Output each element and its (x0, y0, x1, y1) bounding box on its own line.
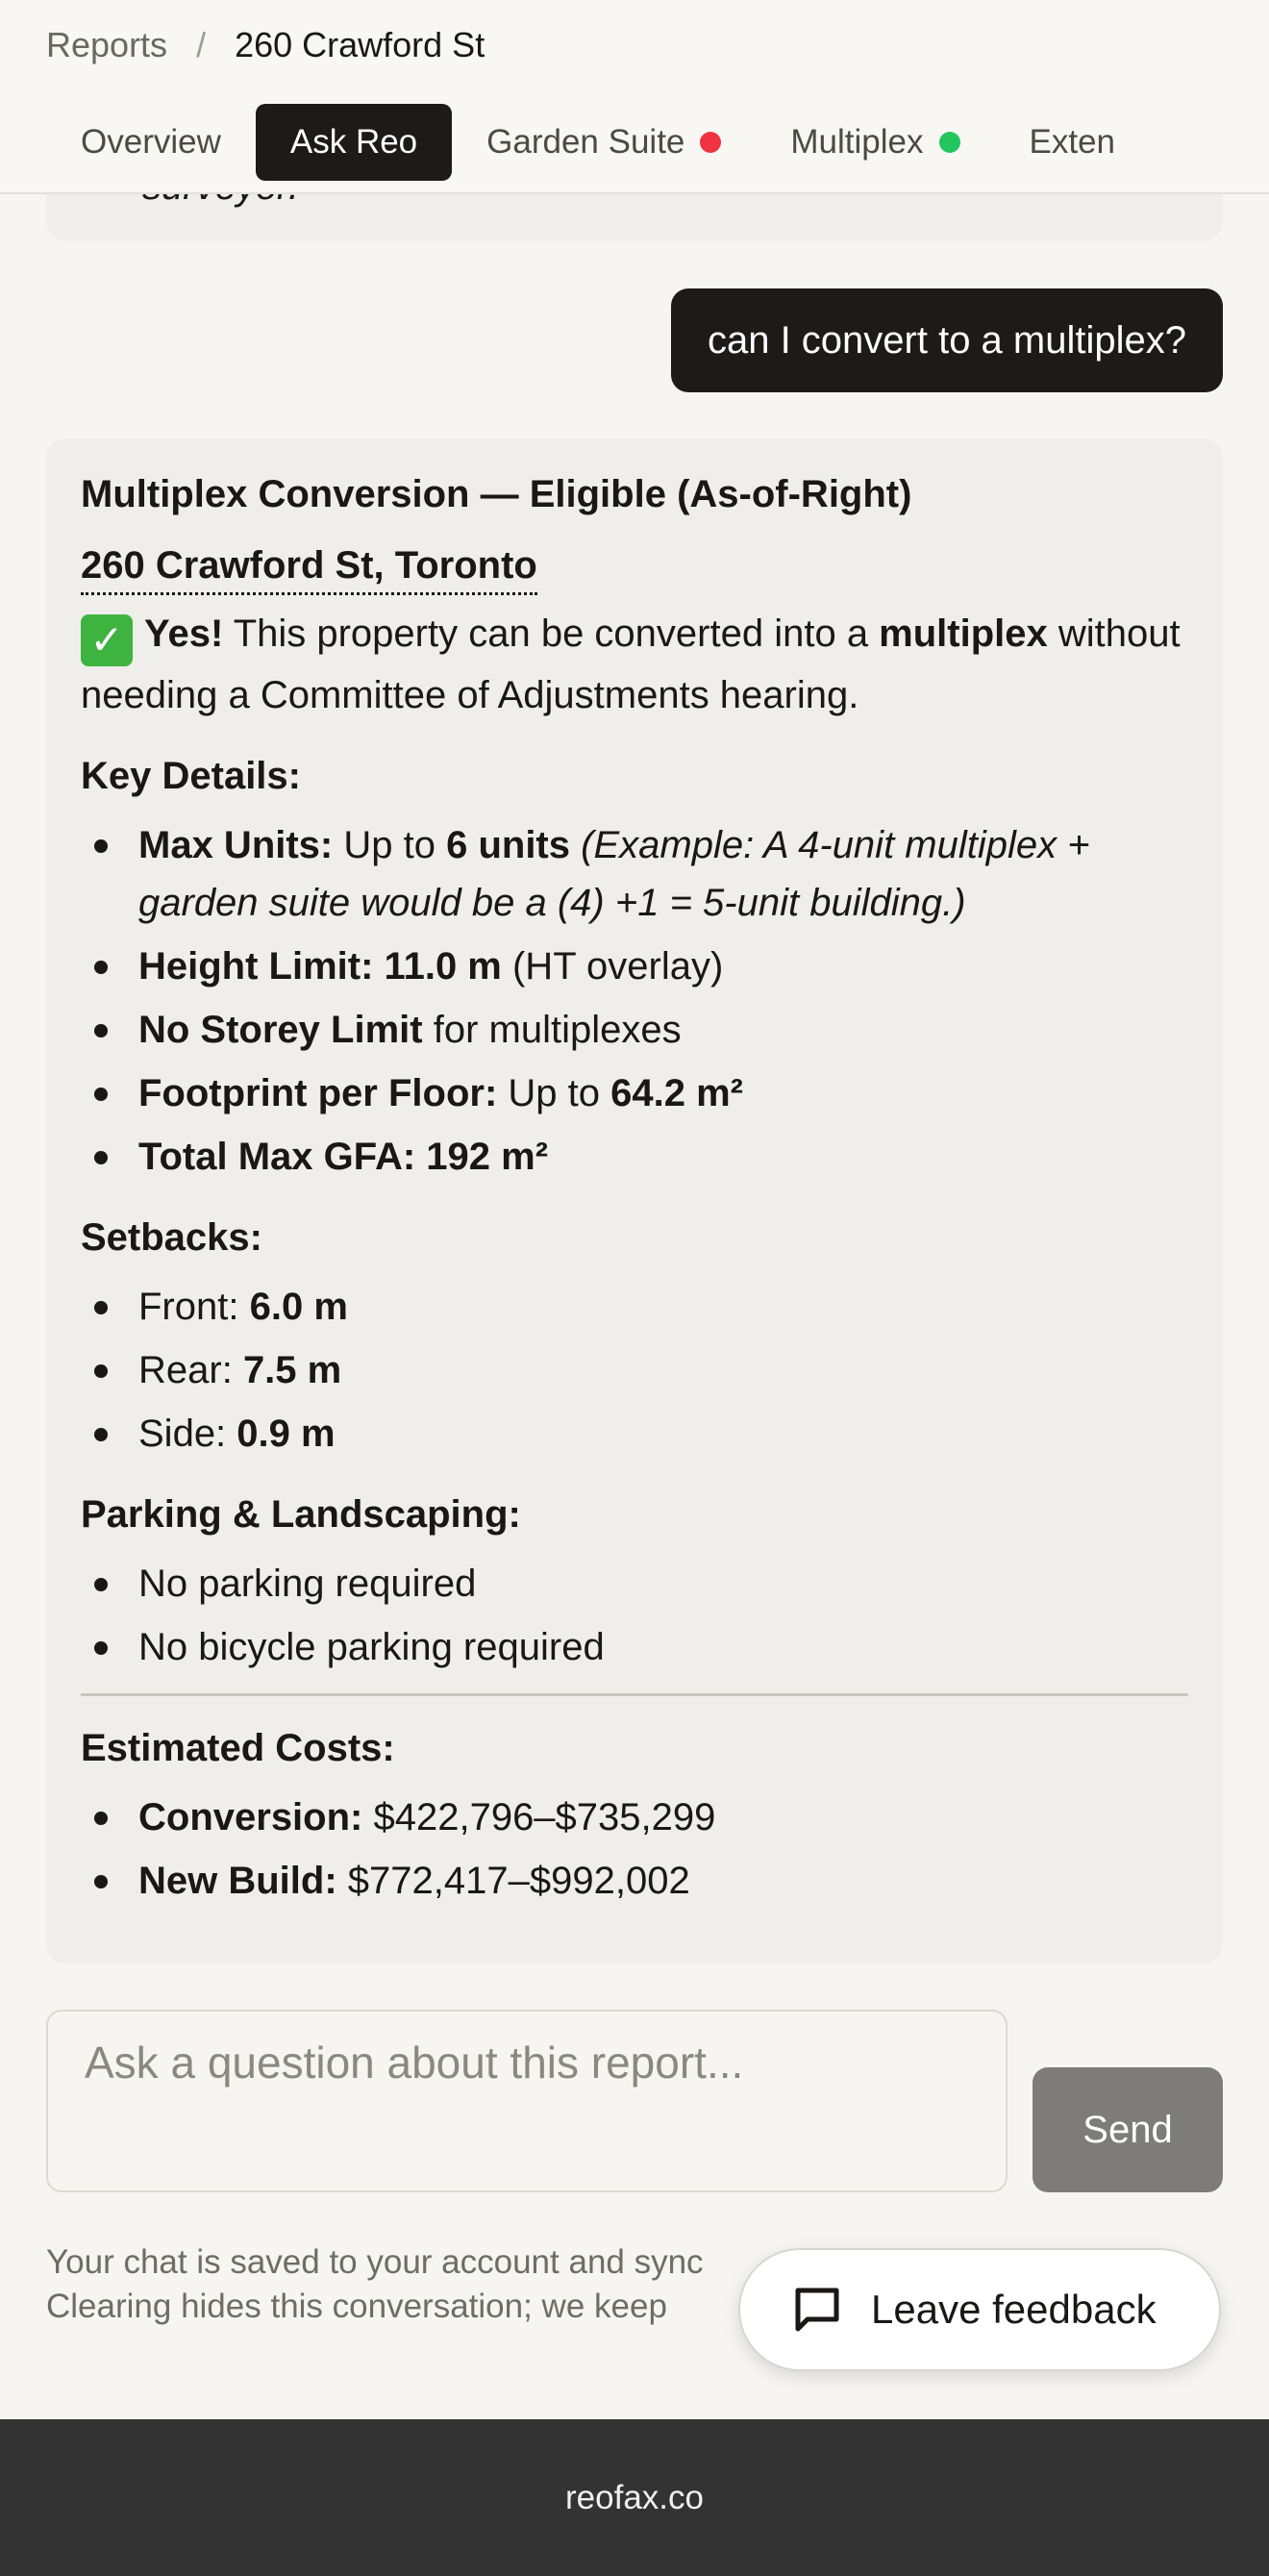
notice-line: Clearing hides this conversation; we keep (46, 2288, 667, 2325)
list-item (81, 1341, 1188, 1399)
intro-bold: multiplex (879, 613, 1048, 655)
item-label: Footprint per Floor: (138, 1072, 498, 1114)
tab-garden-suite[interactable] (452, 104, 756, 181)
item-example: (Example: A 4-unit multiplex + garden suite would be a (4) +1 = 5-unit building.) (138, 824, 1090, 924)
tab-label: Overview (81, 123, 221, 161)
tab-multiplex[interactable] (756, 104, 994, 181)
answer-title: Multiplex Conversion — Eligible (As-of-Right) (81, 473, 912, 515)
top-header (0, 0, 1269, 194)
item-text: for multiplexes (422, 1009, 682, 1051)
section-divider (81, 1693, 1188, 1696)
status-dot-red (700, 132, 721, 153)
user-message-bubble: can I convert to a multiplex? (671, 288, 1223, 392)
item-value: 11.0 m (384, 945, 502, 988)
list-item (81, 1278, 1188, 1336)
tab-label: Exten (1029, 123, 1116, 161)
list-item (81, 938, 1188, 995)
site-footer (0, 2419, 1269, 2576)
list-item (81, 816, 1188, 932)
tab-overview[interactable] (46, 104, 256, 181)
key-details-heading: Key Details: (81, 755, 301, 797)
item-value: 192 m² (426, 1136, 549, 1178)
list-item: No parking required (81, 1555, 1188, 1613)
tab-ask-reo[interactable] (256, 104, 452, 181)
item-text: Up to (333, 824, 447, 866)
costs-list (81, 1788, 1188, 1910)
send-button[interactable]: Send (1033, 2067, 1223, 2192)
item-label: Rear: (138, 1349, 243, 1391)
item-label: New Build: (138, 1860, 337, 1902)
item-value: $772,417–$992,002 (336, 1860, 690, 1902)
tab-label: Garden Suite (486, 123, 685, 161)
breadcrumb-current: 260 Crawford St (235, 25, 485, 64)
item-value: 7.5 m (242, 1349, 342, 1391)
item-value: 0.9 m (236, 1413, 336, 1455)
leave-feedback-button[interactable] (738, 2248, 1221, 2371)
chat-bubble-icon (788, 2281, 846, 2338)
item-label: Total Max GFA: (138, 1136, 416, 1178)
item-label: Max Units: (138, 824, 334, 866)
item-value: $422,796–$735,299 (362, 1796, 716, 1838)
item-value: 6 units (446, 824, 570, 866)
list-item: No bicycle parking required (81, 1618, 1188, 1676)
item-label: Height Limit: (138, 945, 374, 988)
list-item (81, 1788, 1188, 1846)
status-dot-green (939, 132, 960, 153)
assistant-answer-card (46, 438, 1223, 1963)
setbacks-heading: Setbacks: (81, 1216, 262, 1259)
item-value: 6.0 m (249, 1286, 348, 1328)
breadcrumb (46, 21, 485, 69)
item-value: 64.2 m² (610, 1072, 743, 1114)
report-tabs (46, 104, 1269, 181)
parking-list (81, 1555, 1188, 1676)
check-mark-icon: ✓ (81, 614, 133, 666)
tab-label: Ask Reo (289, 123, 418, 161)
item-label: No Storey Limit (138, 1009, 423, 1051)
list-item (81, 1128, 1188, 1186)
chat-save-notice (46, 2240, 777, 2329)
costs-heading: Estimated Costs: (81, 1727, 395, 1769)
breadcrumb-separator: / (196, 25, 207, 64)
list-item (81, 1001, 1188, 1059)
item-label: Front: (138, 1286, 250, 1328)
feedback-label: Leave feedback (871, 2287, 1157, 2332)
intro-text: This property can be converted into a (223, 613, 880, 655)
footer-domain[interactable]: reofax.co (565, 2478, 704, 2516)
question-input[interactable]: Ask a question about this report... (46, 2010, 1008, 2192)
breadcrumb-reports-link[interactable]: Reports (46, 25, 168, 64)
parking-heading: Parking & Landscaping: (81, 1493, 521, 1536)
answer-intro (81, 605, 1188, 724)
item-label: Side: (138, 1413, 237, 1455)
setbacks-list (81, 1278, 1188, 1463)
tab-extension[interactable] (995, 104, 1116, 181)
item-text: (HT overlay) (501, 945, 724, 988)
notice-line: Your chat is saved to your account and sync (46, 2243, 704, 2281)
yes-label: Yes! (144, 613, 224, 655)
list-item (81, 1064, 1188, 1122)
intro-text-2: without needing a Committee of Adjustments hearing. (81, 613, 1181, 716)
address-link[interactable]: 260 Crawford St, Toronto (81, 538, 537, 595)
key-details-list (81, 816, 1188, 1186)
list-item (81, 1405, 1188, 1463)
item-label: Conversion: (138, 1796, 363, 1838)
item-text: Up to (497, 1072, 611, 1114)
tab-label: Multiplex (790, 123, 924, 161)
list-item (81, 1852, 1188, 1910)
